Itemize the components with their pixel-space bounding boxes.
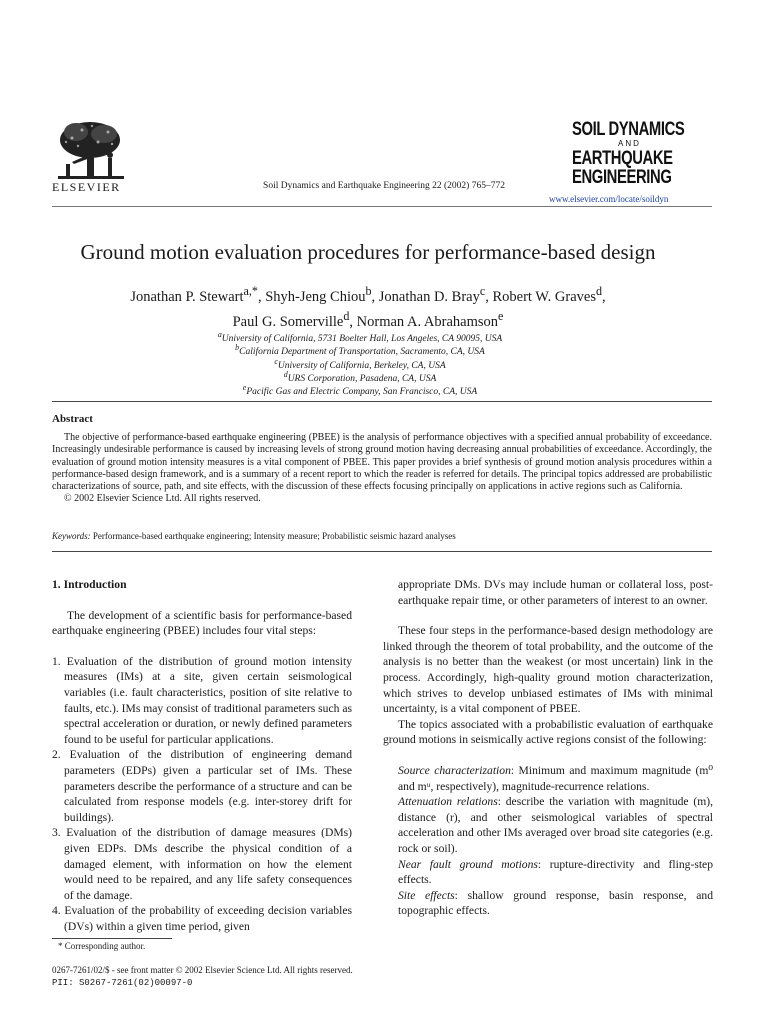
intro-paragraph: The development of a scientific basis for performance-based earthquake engineering (PBEE) includes four vital steps:	[52, 608, 352, 638]
topic-item: Near fault ground motions: rupture-directivity and fling-step effects.	[398, 857, 713, 887]
author: Shyh-Jeng Chiou$^b$,	[265, 284, 379, 305]
paper-title: Ground motion evaluation procedures for performance-based design	[80, 240, 656, 264]
topic-item: Attenuation relations: describe the variation with magnitude (m), distance (r), and other seismological variables of spectral acceleration and other IMs averaged over broad site categories (e.g. rock or soil).	[398, 795, 714, 855]
publisher-name: ELSEVIER	[52, 180, 121, 194]
topic-item: Site effects: shallow ground response, basin response, and topographic effects.	[398, 888, 713, 918]
cover-line-1: SOIL DYNAMICS	[572, 119, 685, 140]
affiliation: $^c$University of California, Berkeley, CA, USA	[274, 356, 446, 371]
front-matter-line: 0267-7261/02/$ - see front matter © 2002 Elsevier Science Ltd. All rights reserved.	[52, 965, 353, 975]
list-continuation: appropriate DMs. DVs may include human or collateral loss, post-earthquake repair time, or other parameters of interest to an owner.	[398, 578, 713, 607]
affiliation-list	[0, 328, 720, 398]
author: Robert W. Graves$^d$,	[492, 284, 606, 305]
footnote: * Corresponding author.	[58, 941, 146, 951]
author: Paul G. Somerville$^d$,	[232, 308, 357, 330]
abstract-copyright: © 2002 Elsevier Science Ltd. All rights reserved.	[64, 493, 261, 505]
list-item: 1. Evaluation of the distribution of ground motion intensity measures (IMs) at a site, given certain seismological variables (i.e. fault characteristics, position of site relative to faults, etc.). IMs may consist of traditional parameters such as spectral acceleration or duration, or newly defined parameters found to be useful for particular applications.	[52, 654, 352, 746]
topic-item: Source characterization: Minimum and maximum magnitude (m⁰ and mᵘ, respectively), magnitude-recurrence relations.	[398, 763, 713, 793]
list-item: 2. Evaluation of the distribution of engineering demand parameters (EDPs) given a particular set of IMs. These parameters describe the performance of a structure and can be calculated from response models (e.g. inter-storey drift for buildings).	[52, 748, 353, 824]
abstract-bottom-rule	[52, 551, 712, 552]
affiliation: $^d$URS Corporation, Pasadena, CA, USA	[283, 369, 437, 385]
abstract-top-rule	[52, 401, 712, 402]
body-paragraph: These four steps in the performance-based design methodology are linked through the theorem of total probability, and the outcome of the analysis is no better than the weakest (or most uncertain) link in the process. Accordingly, high-quality ground motion characterization, which strives to develop unbiased estimates of IMs with minimal uncertainty, is a vital component of PBEE.	[383, 624, 713, 716]
keywords-text: Performance-based earthquake engineering; Intensity measure; Probabilistic seismic hazard analyses	[92, 531, 456, 541]
affiliation: $^a$University of California, 5731 Boelter Hall, Los Angeles, CA 90095, USA	[217, 330, 503, 345]
abstract-heading: Abstract	[52, 413, 93, 425]
cover-line-3: ENGINEERING	[572, 167, 672, 188]
author: Jonathan P. Stewart$^{a,*}$,	[130, 284, 266, 305]
steps-list	[52, 654, 352, 935]
cover-line-2: EARTHQUAKE	[572, 148, 673, 169]
footnote-rule	[52, 938, 172, 939]
author: Norman A. Abrahamson$^e$	[356, 308, 504, 330]
author-list	[0, 282, 736, 332]
body-column-left	[52, 577, 352, 934]
section-heading: 1. Introduction	[52, 578, 127, 591]
affiliation: $^b$California Department of Transportation, Sacramento, CA, USA	[235, 343, 485, 358]
body-column-right	[383, 577, 713, 919]
journal-citation: Soil Dynamics and Earthquake Engineering 22 (2002) 765–772	[263, 181, 505, 191]
abstract-text: The objective of performance-based earthquake engineering (PBEE) is the analysis of performance objectives with a specified annual probability of exceedance. Increasingly undesirable performance is caused by increasing levels of strong ground motion having decreasing annual probabilities of exceedance. Accordingly, the evaluation of ground motion intensity measures is a vital component of PBEE. This paper provides a brief synthesis of ground motion analysis procedures within a performance-based design framework, and is a summary of a recent report to which the reader is referred for details. The principal topics addressed are probabilistic characterizations of source, path, and site effects, with the discussion of these effects focusing principally on applications in active regions such as California.	[52, 432, 712, 493]
journal-url-link[interactable]: www.elsevier.com/locate/soildyn	[549, 194, 669, 204]
header-divider	[52, 206, 712, 207]
elsevier-tree-logo	[52, 118, 130, 184]
body-paragraph: The topics associated with a probabilistic evaluation of earthquake ground motions in seismically active regions consist of the following:	[383, 717, 713, 747]
cover-and: AND	[618, 139, 641, 148]
list-item: 4. Evaluation of the probability of exceeding decision variables (DVs) within a given time period, given	[52, 904, 352, 933]
keywords	[52, 531, 712, 541]
abstract	[52, 432, 712, 506]
affiliation: $^e$Pacific Gas and Electric Company, San Francisco, CA, USA	[242, 383, 478, 398]
keywords-label: Keywords:	[52, 531, 91, 541]
list-item: 3. Evaluation of the distribution of damage measures (DMs) given EDPs. DMs describe the physical condition of a damaged element, with information on how the element would need to be repaired, and any life safety consequences of the damage.	[52, 826, 352, 902]
author: Jonathan D. Bray$^c$,	[378, 284, 493, 305]
journal-cover-title	[572, 120, 696, 187]
pii-code: PII: S0267-7261(02)00097-0	[52, 978, 193, 988]
